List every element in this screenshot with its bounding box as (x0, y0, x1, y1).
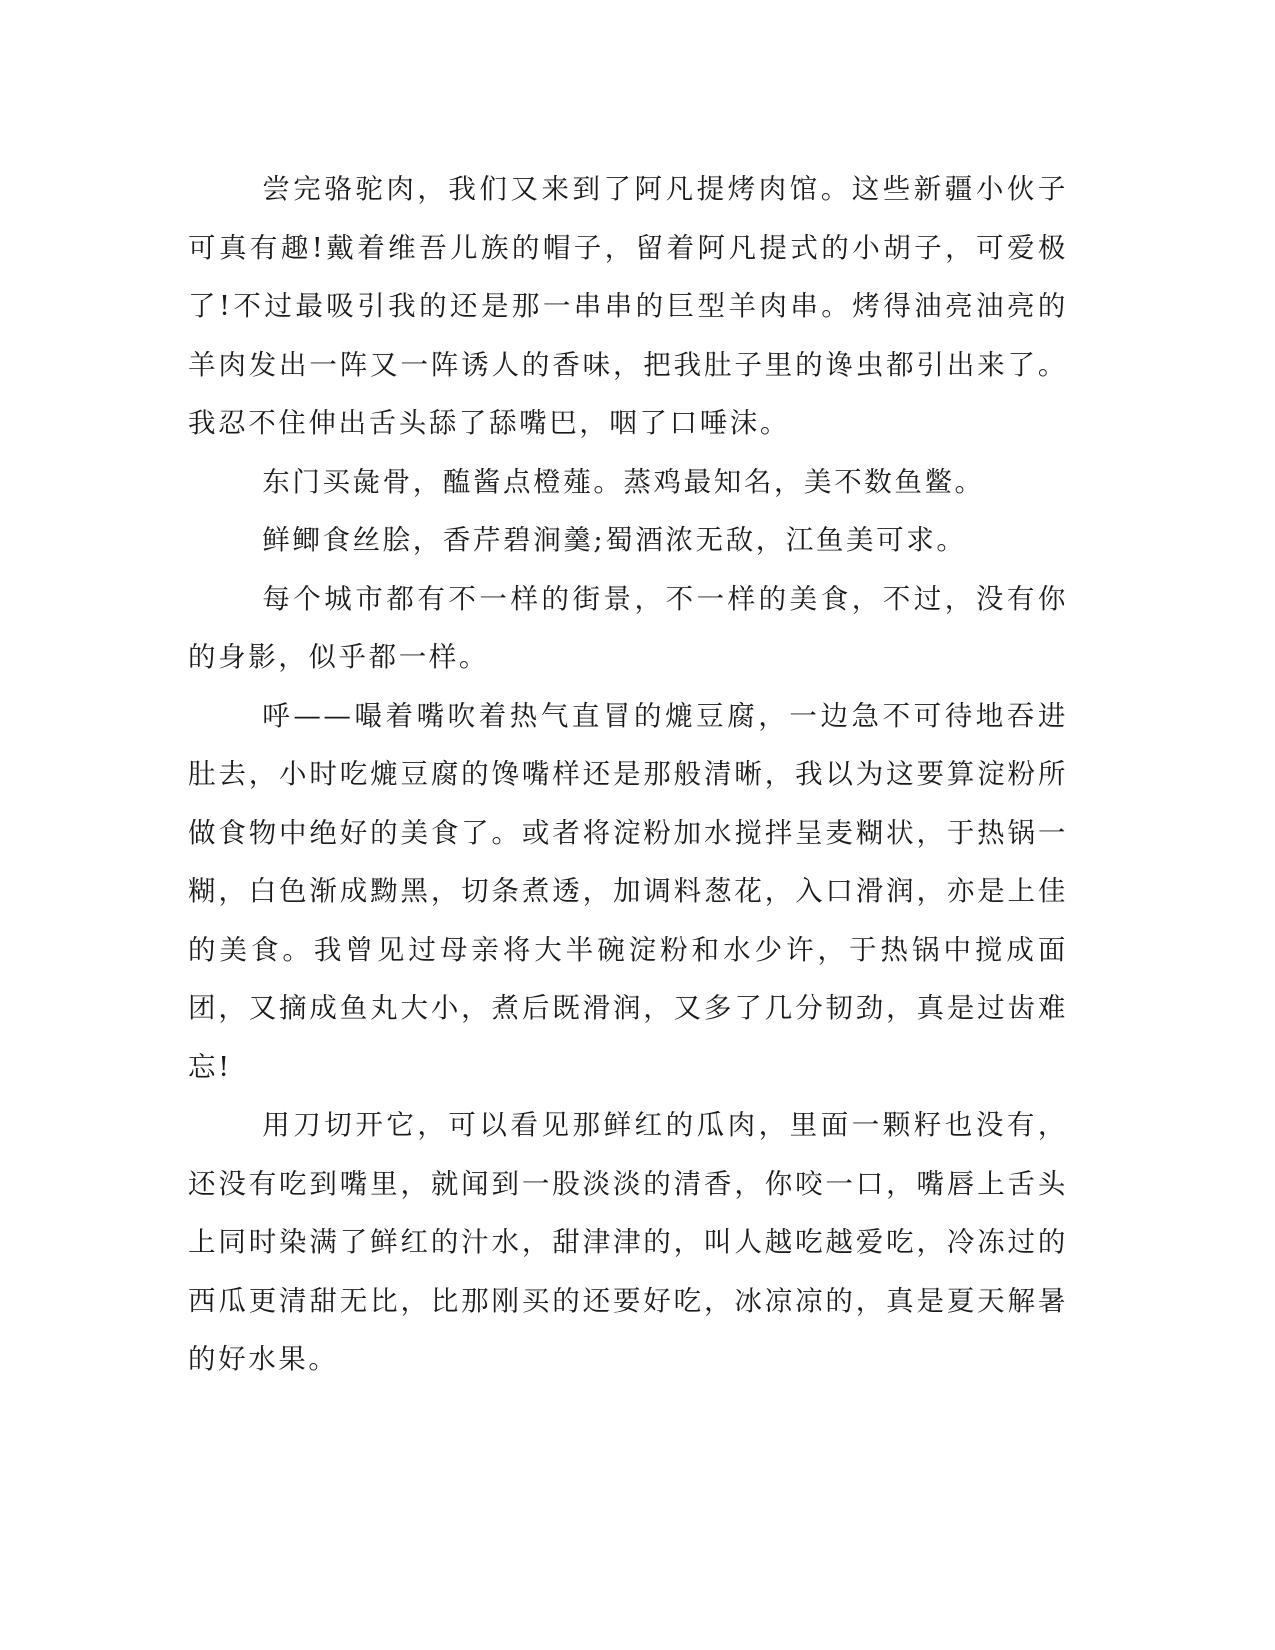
paragraph-watermelon: 用刀切开它，可以看见那鲜红的瓜肉，里面一颗籽也没有，还没有吃到嘴里，就闻到一股淡淡的清香，你咬一口，嘴唇上舌头上同时染满了鲜红的汁水，甜津津的，叫人越吃越爱吃，冷冻过的西瓜更清甜无比，比那刚买的还要好吃，冰凉凉的，真是夏天解暑的好水果。 (188, 1109, 1068, 1375)
paragraph-poem-line-2: 鲜鲫食丝脍，香芹碧涧羹;蜀酒浓无敌，江鱼美可求。 (262, 524, 967, 556)
document-body (188, 160, 1068, 1389)
paragraph-tofu: 呼——嘬着嘴吹着热气直冒的熝豆腐，一边急不可待地吞进肚去，小时吃熝豆腐的馋嘴样还是那般清晰，我以为这要算淀粉所做食物中绝好的美食了。或者将淀粉加水搅拌呈麦糊状，于热锅一糊，白色渐成黝黑，切条煮透，加调料葱花，入口滑润，亦是上佳的美食。我曾见过母亲将大半碗淀粉和水少许，于热锅中搅成面团，又摘成鱼丸大小，煮后既滑润，又多了几分韧劲，真是过齿难忘! (188, 699, 1068, 1083)
paragraph-poem-line-1: 东门买彘骨，醢酱点橙薤。蒸鸡最知名，美不数鱼鳖。 (262, 465, 985, 498)
paragraph-kebab-shop: 尝完骆驼肉，我们又来到了阿凡提烤肉馆。这些新疆小伙子可真有趣!戴着维吾儿族的帽子，留着阿凡提式的小胡子，可爱极了!不过最吸引我的还是那一串串的巨型羊肉串。烤得油亮油亮的羊肉发出一阵又一阵诱人的香味，把我肚子里的谗虫都引出来了。我忍不住伸出舌头舔了舔嘴巴，咽了口唾沫。 (188, 173, 1068, 439)
paragraph-city-streets: 每个城市都有不一样的街景，不一样的美食，不过，没有你的身影，似乎都一样。 (188, 582, 1068, 673)
